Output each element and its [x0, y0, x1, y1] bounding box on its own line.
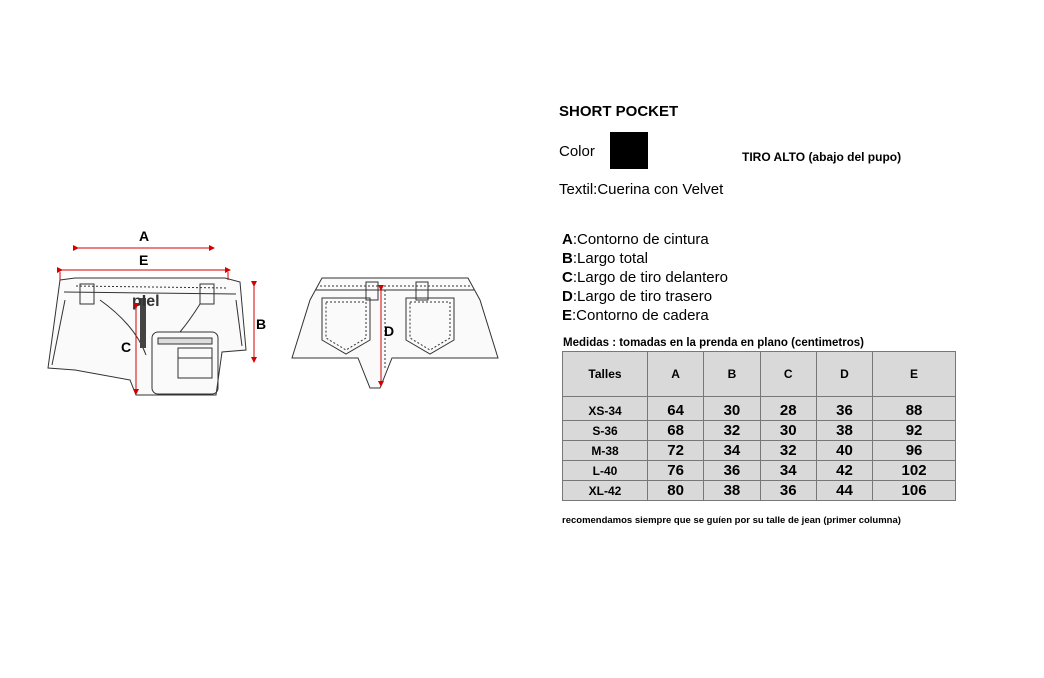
table-cell: 38	[704, 481, 760, 501]
table-cell: 80	[648, 481, 704, 501]
table-row	[563, 441, 956, 461]
table-cell: 30	[704, 397, 760, 421]
label-b: B	[256, 316, 267, 332]
table-cell: 72	[648, 441, 704, 461]
color-swatch	[610, 132, 648, 169]
table-cell: 34	[760, 461, 816, 481]
size-table	[562, 351, 956, 501]
table-cell: 34	[704, 441, 760, 461]
table-cell: 36	[760, 481, 816, 501]
table-cell: L-40	[563, 461, 648, 481]
garment-diagram	[40, 220, 500, 405]
color-label: Color	[559, 143, 595, 160]
product-title: SHORT POCKET	[559, 103, 679, 120]
table-cell: 88	[873, 397, 956, 421]
header-cell: Talles	[563, 352, 648, 397]
legend-item-d: D:Largo de tiro trasero	[562, 288, 713, 305]
measurement-legend	[562, 230, 728, 325]
table-cell: 68	[648, 421, 704, 441]
table-cell: 32	[704, 421, 760, 441]
legend-item-a: A:Contorno de cintura	[562, 231, 709, 248]
table-row	[563, 421, 956, 441]
label-a: A	[139, 228, 150, 244]
label-e: E	[139, 252, 149, 268]
header-cell: B	[704, 352, 760, 397]
table-row	[563, 397, 956, 421]
table-cell: 40	[816, 441, 872, 461]
table-cell: XS-34	[563, 397, 648, 421]
legend-item-b: B:Largo total	[562, 250, 648, 267]
table-header-row	[563, 352, 956, 397]
rise-note: TIRO ALTO (abajo del pupo)	[742, 150, 902, 164]
header-cell: E	[873, 352, 956, 397]
back-view	[292, 278, 498, 388]
table-cell: 92	[873, 421, 956, 441]
table-cell: 36	[816, 397, 872, 421]
label-c: C	[121, 339, 132, 355]
table-cell: 102	[873, 461, 956, 481]
table-cell: 106	[873, 481, 956, 501]
header-cell: D	[816, 352, 872, 397]
table-cell: M-38	[563, 441, 648, 461]
table-cell: S-36	[563, 421, 648, 441]
table-cell: 32	[760, 441, 816, 461]
table-cell: 28	[760, 397, 816, 421]
legend-item-c: C:Largo de tiro delantero	[562, 269, 728, 286]
table-cell: 38	[816, 421, 872, 441]
header-cell: A	[648, 352, 704, 397]
legend-item-e: E:Contorno de cadera	[562, 307, 709, 324]
table-row	[563, 461, 956, 481]
table-cell: 76	[648, 461, 704, 481]
table-cell: 30	[760, 421, 816, 441]
table-row	[563, 481, 956, 501]
header-cell: C	[760, 352, 816, 397]
table-cell: XL-42	[563, 481, 648, 501]
front-view	[48, 278, 246, 395]
table-cell: 96	[873, 441, 956, 461]
table-cell: 44	[816, 481, 872, 501]
table-cell: 36	[704, 461, 760, 481]
textile-label: Textil:Cuerina con Velvet	[559, 181, 724, 198]
table-cell: 64	[648, 397, 704, 421]
label-d: D	[384, 323, 395, 339]
table-cell: 42	[816, 461, 872, 481]
table-caption: Medidas : tomadas en la prenda en plano (centimetros)	[563, 337, 864, 349]
svg-text:pIel: pIel	[132, 293, 160, 310]
size-recommendation-note: recomendamos siempre que se guíen por su talle de jean (primer columna)	[562, 515, 901, 526]
